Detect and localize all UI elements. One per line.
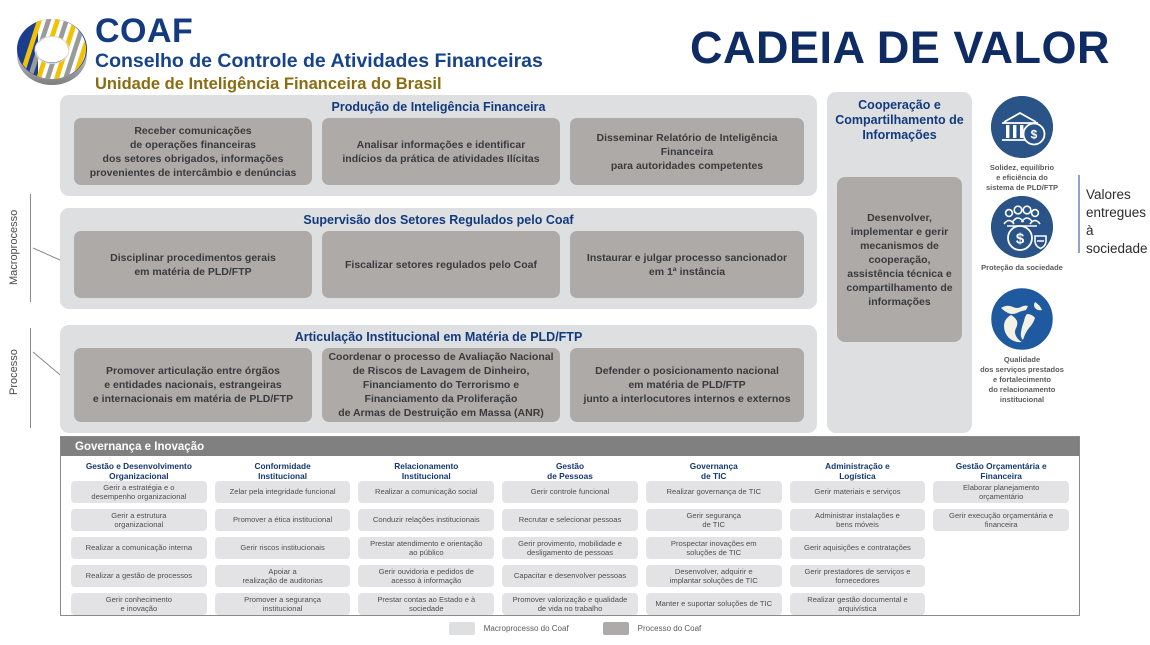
svg-text:$: $ [1030, 127, 1038, 142]
governance-item[interactable]: Gerir controle funcional [502, 481, 638, 503]
governance-item[interactable]: Promover a segurança institucional [215, 593, 351, 615]
governance-item[interactable]: Gerir materiais e serviços [790, 481, 926, 503]
value-caption: Qualidade dos serviços prestados e fortalecimento do relacionamento institucional [980, 355, 1064, 404]
band-articulacao [60, 325, 817, 433]
governance-item[interactable]: Desenvolver, adquirir e implantar soluções de TIC [646, 565, 782, 587]
process-box[interactable]: Defender o posicionamento nacional em matéria de PLD/FTP junto a interlocutores internos e externos [570, 348, 804, 422]
column-title: Administração e Logística [825, 461, 890, 481]
column-title: Conformidade Institucional [254, 461, 311, 481]
governance-column-governanca-tic [642, 459, 786, 610]
governance-columns [67, 459, 1073, 613]
band-supervisao [60, 208, 817, 309]
governance-item[interactable]: Realizar a comunicação interna [71, 537, 207, 559]
column-title: Gestão de Pessoas [547, 461, 593, 481]
column-title: Relacionamento Institucional [394, 461, 459, 481]
brand-subtitle: Unidade de Inteligência Financeira do Brasil [95, 75, 442, 93]
process-box[interactable]: Promover articulação entre órgãos e entidades nacionais, estrangeiras e internacionais em matéria de PLD/FTP [74, 348, 312, 422]
governance-item[interactable]: Gerir aquisições e contratações [790, 537, 926, 559]
globe-icon [991, 288, 1053, 350]
governance-item[interactable]: Realizar a gestão de processos [71, 565, 207, 587]
governance-item[interactable]: Gerir segurança de TIC [646, 509, 782, 531]
governance-item[interactable]: Manter e suportar soluções de TIC [646, 593, 782, 615]
bank-dollar-icon [991, 96, 1053, 158]
process-box[interactable]: Analisar informações e identificar indícios da prática de atividades Ilícitas [322, 118, 560, 185]
governance-item-empty [933, 593, 1069, 615]
governance-item[interactable]: Prestar atendimento e orientação ao público [358, 537, 494, 559]
governance-item[interactable]: Zelar pela integridade funcional [215, 481, 351, 503]
legend-swatch-macroprocesso [449, 622, 475, 635]
governance-header [61, 437, 1079, 456]
governance-item[interactable]: Gerir ouvidoria e pedidos de acesso à informação [358, 565, 494, 587]
process-box[interactable]: Desenvolver, implementar e gerir mecanismos de cooperação, assistência técnica e compartilhamento de informações [837, 177, 962, 342]
axis-rule-processo [30, 328, 31, 428]
process-box[interactable]: Disciplinar procedimentos gerais em matéria de PLD/FTP [74, 231, 312, 298]
governance-item[interactable]: Gerir a estratégia e o desempenho organizacional [71, 481, 207, 503]
governance-item[interactable]: Promover valorização e qualidade de vida no trabalho [502, 593, 638, 615]
value-item-qualidade [962, 288, 1082, 405]
value-caption: Proteção da sociedade [981, 263, 1063, 272]
page-header [0, 0, 1150, 93]
governance-column-gestao-pessoas [498, 459, 642, 613]
governance-item-empty [933, 537, 1069, 559]
governance-panel [60, 436, 1080, 616]
governance-item[interactable]: Administrar instalações e bens móveis [790, 509, 926, 531]
band-cooperacao [827, 92, 972, 433]
governance-item[interactable]: Elaborar planejamento orçamentário [933, 481, 1069, 503]
column-title: Gestão e Desenvolvimento Organizacional [85, 461, 192, 481]
governance-item[interactable]: Apoiar a realização de auditorias [215, 565, 351, 587]
value-item-protecao [962, 196, 1082, 273]
brand-acronym: COAF [95, 12, 194, 50]
governance-item[interactable]: Prestar contas ao Estado e à sociedade [358, 593, 494, 615]
legend-swatch-processo [603, 622, 629, 635]
process-box[interactable]: Coordenar o processo de Avaliação Nacional de Riscos de Lavagem de Dinheiro, Financiamento do Terrorismo e Financiamento da Proliferação de Armas de Destruição em Massa (ANR) [322, 348, 560, 422]
process-box[interactable]: Disseminar Relatório de Inteligência Financeira para autoridades competentes [570, 118, 804, 185]
value-caption: Solidez, equilíbrio e eficiência do sistema de PLD/FTP [985, 163, 1059, 192]
band-producao [60, 95, 817, 196]
governance-item[interactable]: Realizar a comunicação social [358, 481, 494, 503]
process-box[interactable]: Receber comunicações de operações financeiras dos setores obrigados, informações provenientes de intercâmbio e denúncias [74, 118, 312, 185]
people-shield-dollar-icon [991, 196, 1053, 258]
governance-item[interactable]: Gerir execução orçamentária e financeira [933, 509, 1069, 531]
governance-column-conformidade [211, 459, 355, 613]
legend-item-macroprocesso [449, 622, 569, 635]
governance-item[interactable]: Gerir riscos institucionais [215, 537, 351, 559]
legend [0, 622, 1150, 635]
governance-column-relacionamento [354, 459, 498, 613]
governance-item[interactable]: Conduzir relações institucionais [358, 509, 494, 531]
governance-item[interactable]: Promover a ética institucional [215, 509, 351, 531]
band-title: Supervisão dos Setores Regulados pelo Coaf [303, 213, 574, 227]
governance-item[interactable]: Prospectar inovações em soluções de TIC [646, 537, 782, 559]
governance-header-label: Governança e Inovação [75, 440, 205, 453]
brand-name: Conselho de Controle de Atividades Financeiras [95, 50, 543, 72]
band-title: Produção de Inteligência Financeira [331, 100, 546, 114]
values-label: Valores entregues à sociedade [1086, 187, 1148, 256]
axis-label-macroprocesso: Macroprocesso [8, 209, 20, 286]
legend-item-processo [603, 622, 702, 635]
governance-item[interactable]: Gerir prestadores de serviços e fornecedores [790, 565, 926, 587]
governance-item[interactable]: Gerir provimento, mobilidade e desligamento de pessoas [502, 537, 638, 559]
governance-item[interactable]: Recrutar e selecionar pessoas [502, 509, 638, 531]
governance-column-gestao-orcamentaria [929, 459, 1073, 610]
governance-item[interactable]: Gerir a estrutura organizacional [71, 509, 207, 531]
page-title: CADEIA DE VALOR [690, 22, 1111, 73]
process-box[interactable]: Instaurar e julgar processo sancionador em 1ª instância [570, 231, 804, 298]
axis-label-processo: Processo [8, 349, 20, 396]
legend-label: Processo do Coaf [637, 624, 702, 633]
band-title: Cooperação e Compartilhamento de Informações [835, 98, 964, 142]
governance-column-administracao-logistica [786, 459, 930, 613]
governance-column-gestao-desenvolvimento [67, 459, 211, 613]
governance-item-empty [933, 565, 1069, 587]
governance-item[interactable]: Capacitar e desenvolver pessoas [502, 565, 638, 587]
coaf-logo-icon [8, 10, 96, 88]
values-divider [1078, 175, 1080, 253]
column-title: Gestão Orçamentária e Financeira [955, 461, 1047, 481]
axis-rule-macroprocesso [30, 194, 31, 302]
legend-label: Macroprocesso do Coaf [483, 624, 569, 633]
band-title: Articulação Institucional em Matéria de PLD/FTP [294, 330, 583, 344]
value-item-solidez [962, 96, 1082, 193]
brand-block [95, 14, 543, 94]
governance-item[interactable]: Realizar gestão documental e arquivística [790, 593, 926, 615]
process-box[interactable]: Fiscalizar setores regulados pelo Coaf [322, 231, 560, 298]
column-title: Governança de TIC [689, 461, 738, 481]
svg-text:$: $ [1015, 230, 1025, 248]
governance-item[interactable]: Realizar governança de TIC [646, 481, 782, 503]
governance-item[interactable]: Gerir conhecimento e inovação [71, 593, 207, 615]
